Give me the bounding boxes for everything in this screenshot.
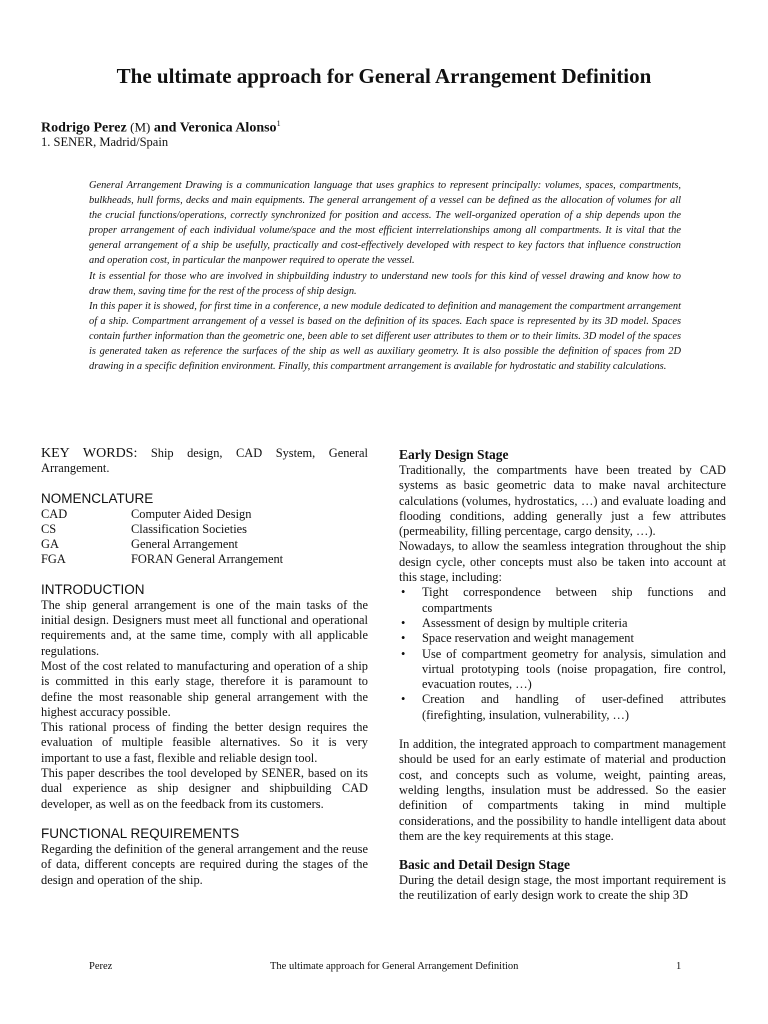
paper-title: The ultimate approach for General Arrangement Definition: [116, 64, 652, 88]
list-item: [399, 616, 726, 631]
nomenclature-def: FORAN General Arrangement: [131, 552, 284, 567]
nomenclature-def: General Arrangement: [131, 537, 238, 552]
keywords: [41, 446, 368, 477]
page-number: 1: [676, 961, 682, 972]
introduction-paragraph: This paper describes the tool developed by SENER, based on its dual experience as ship designer and shipbuilding CAD developer, as well as on the feedback from its customers.: [41, 766, 368, 811]
author-conjunction: and: [153, 120, 177, 136]
abstract-paragraph: General Arrangement Drawing is a communication language that uses graphics to represent principally: volumes, spaces, compartments, bulkheads, hull forms, decks and main equipments. The general arrangement of a vessel can be defined as the allocation of volumes for all the crucial functions/operations, correctly synchronized for position and access. The well-organized operation of a ship depends upon the proper arrangement of each individual volume/space and the most efficient interrelationships among all compartments. It is vital that the general arrangement of a ship be usefully, practically and cost-effectively developed with respect to key factors that influence construction and operation cost, in particular the manpower required to operate the vessel.: [89, 180, 681, 267]
keywords-text: Ship design, CAD System, General Arrangement.: [41, 446, 368, 476]
early-design-paragraph: Nowadays, to allow the seamless integration throughout the ship design cycle, other concepts must also be taken into account at this stage, including:: [399, 539, 726, 585]
requirements-list: [399, 585, 726, 723]
early-design-heading: Early Design Stage: [399, 447, 509, 462]
footer-author: Perez: [89, 961, 113, 972]
nomenclature-abbr: CAD: [41, 506, 68, 521]
list-item: [399, 631, 726, 646]
list-item-text: Assessment of design by multiple criteria: [422, 615, 628, 630]
bullet-icon: •: [401, 692, 406, 707]
abstract-paragraph: In this paper it is showed, for first time in a conference, a new module dedicated to definition and management the compartment arrangement of a ship. Compartment arrangement of a vessel is based on the definition of its spaces. Each space is represented by its 3D model. Spaces contain further information than the geometric one, been able to set different user attributes to them or to their limits. 3D model of the spaces is generated taken as reference the surfaces of the ship as well as auxiliary geometry. It is also possible the definition of spaces from 2D drawing in a specific definition environment. Finally, this compartment arrangement is available for hydrostatic and stability calculations.: [89, 300, 681, 373]
author-affiliation-mark: 1: [276, 119, 281, 128]
bullet-icon: •: [401, 615, 406, 630]
keywords-label: KEY WORDS:: [41, 446, 138, 461]
nomenclature-def: Computer Aided Design: [131, 506, 252, 521]
list-item: [399, 585, 726, 616]
bullet-icon: •: [401, 585, 406, 600]
nomenclature-abbr: GA: [41, 537, 59, 552]
author-first: Rodrigo Perez: [41, 120, 127, 136]
table-row: [41, 552, 283, 567]
list-item: [399, 647, 726, 693]
early-design-paragraph: In addition, the integrated approach to compartment management should be used for an early estimate of material and production cost, and concepts such as volume, weight, painting areas, welding lengths, insulation must be addressed. So the easier definition of compartments taking in mind multiple considerations, and the possibility to handle intelligent data about them are the key requirements at this stage.: [399, 737, 726, 843]
abstract: [89, 178, 681, 374]
table-row: [41, 507, 283, 522]
nomenclature-def: Classification Societies: [131, 521, 247, 536]
nomenclature-heading: NOMENCLATURE: [41, 490, 154, 506]
early-design-paragraph: Traditionally, the compartments have been treated by CAD systems as basic geometric data to make naval architecture calculations (volumes, hydrostatics, …) and evaluate loading and flooding conditions, adding generally just a few attributes (permeability, filling percentage, cargo density, …).: [399, 463, 726, 539]
table-row: [41, 522, 283, 537]
table-row: [41, 537, 283, 552]
author-second: Veronica Alonso: [179, 120, 277, 136]
nomenclature-abbr: CS: [41, 521, 57, 536]
list-item-text: Creation and handling of user-defined attributes (firefighting, insulation, vulnerability, …): [422, 692, 726, 722]
list-item-text: Space reservation and weight management: [422, 631, 634, 646]
author-line: [41, 119, 281, 137]
bullet-icon: •: [401, 631, 406, 646]
left-column: [41, 446, 368, 888]
affiliation: 1. SENER, Madrid/Spain: [41, 135, 169, 149]
abstract-paragraph: It is essential for those who are involved in shipbuilding industry to understand new tools for this kind of vessel drawing and know how to draw them, saving time for the rest of the process of ship design.: [89, 270, 681, 297]
functional-requirements-heading: FUNCTIONAL REQUIREMENTS: [41, 825, 240, 841]
introduction-paragraph: The ship general arrangement is one of the main tasks of the initial design. Designers must meet all functional and operational requirements and, at the same time, comply with all applicable regulations.: [41, 597, 368, 658]
functional-requirements-paragraph: Regarding the definition of the general arrangement and the reuse of data, different concepts are required during the stages of the design and operation of the ship.: [41, 841, 368, 887]
introduction-heading: INTRODUCTION: [41, 581, 145, 597]
right-column: [399, 446, 726, 904]
introduction-paragraph: Most of the cost related to manufacturing and operation of a ship is committed in this early stage, therefore it is paramount to define the most reasonable ship general arrangement with the highest accuracy possible.: [41, 658, 368, 719]
bullet-icon: •: [401, 646, 406, 661]
footer-title: The ultimate approach for General Arrangement Definition: [270, 961, 519, 972]
nomenclature-abbr: FGA: [41, 552, 66, 567]
basic-detail-heading: Basic and Detail Design Stage: [399, 857, 571, 873]
list-item-text: Tight correspondence between ship functions and compartments: [422, 585, 726, 615]
author-membership-mark: (M): [130, 119, 151, 135]
nomenclature-table: [41, 507, 283, 568]
basic-detail-paragraph: During the detail design stage, the most important requirement is the reutilization of early design work to create the ship 3D: [399, 873, 726, 903]
introduction-paragraph: This rational process of finding the better design requires the evaluation of multiple feasible alternatives. So it is very important to use a fast, flexible and reliable design tool.: [41, 720, 368, 765]
list-item-text: Use of compartment geometry for analysis, simulation and virtual prototyping tools (noise propagation, fire control, evacuation routes, …): [422, 646, 726, 692]
list-item: [399, 692, 726, 723]
